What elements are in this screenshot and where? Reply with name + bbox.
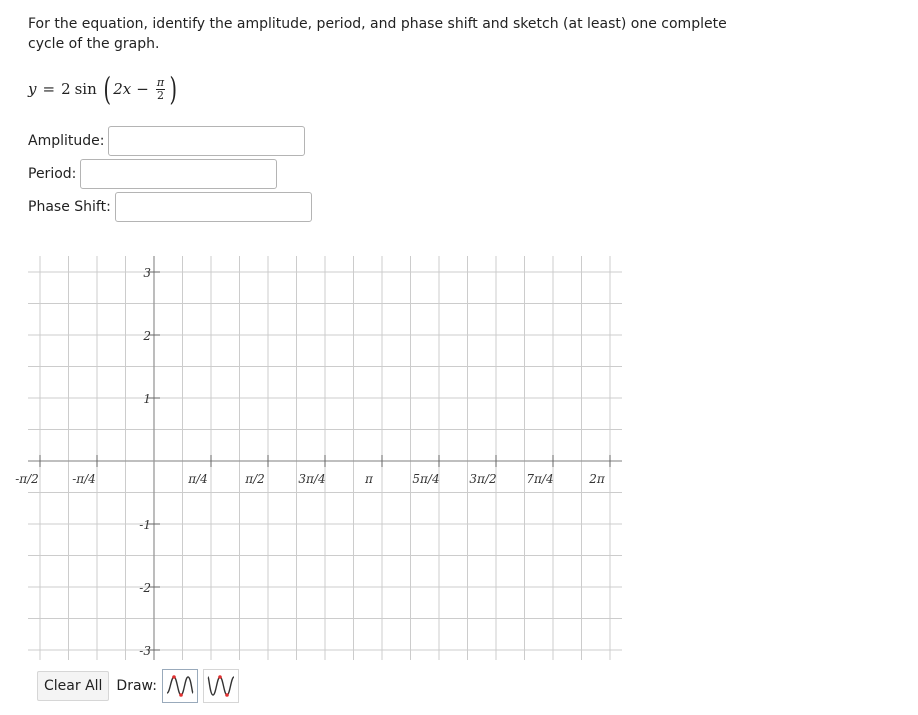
sine-wave-icon — [165, 673, 195, 699]
cosine-tool-button[interactable] — [203, 669, 239, 703]
close-paren: ) — [169, 70, 178, 108]
y-tick-label: 3 — [143, 266, 151, 280]
equation-function: sin — [74, 80, 97, 98]
x-tick-label: π/2 — [245, 472, 265, 486]
y-tick-label: -3 — [139, 644, 151, 658]
x-tick-label: 7π/4 — [526, 472, 554, 486]
question-text: For the equation, identify the amplitude, period, and phase shift and sketch (at least) one complete cycle of the graph. — [28, 16, 727, 52]
phase-shift-row — [28, 192, 312, 222]
equation-lhs: y — [28, 80, 37, 98]
fraction-numerator: π — [156, 75, 165, 89]
period-label: Period: — [28, 166, 77, 182]
x-tick-label: -π/4 — [72, 472, 96, 486]
amplitude-row — [28, 126, 305, 156]
minus-sign: − — [136, 80, 149, 98]
clear-all-button[interactable]: Clear All — [37, 671, 109, 701]
y-tick-label: 1 — [143, 392, 151, 406]
x-tick-label: 2π — [589, 472, 605, 486]
equation — [28, 72, 180, 106]
sine-tool-button[interactable] — [162, 669, 198, 703]
x-tick-label: π/4 — [188, 472, 208, 486]
y-tick-label: 2 — [143, 329, 151, 343]
x-tick-label: 3π/4 — [298, 472, 326, 486]
amplitude-label: Amplitude: — [28, 133, 105, 149]
y-tick-label: -2 — [139, 581, 151, 595]
x-tick-label: -π/2 — [15, 472, 39, 486]
open-paren: ( — [103, 70, 111, 108]
equation-coefficient: 2 — [61, 80, 71, 98]
x-tick-label: π — [365, 472, 373, 486]
phase-shift-label: Phase Shift: — [28, 199, 111, 215]
equation-fraction — [156, 77, 165, 102]
period-row — [28, 159, 277, 189]
cosine-wave-icon — [206, 673, 236, 699]
amplitude-input[interactable] — [108, 126, 305, 156]
graph-toolbar — [37, 669, 239, 703]
x-tick-label: 5π/4 — [412, 472, 440, 486]
equals-sign: = — [42, 80, 56, 98]
y-tick-label: -1 — [139, 518, 151, 532]
graph-canvas[interactable] — [0, 250, 640, 665]
draw-label: Draw: — [116, 678, 157, 694]
phase-shift-input[interactable] — [115, 192, 312, 222]
equation-inner-term: 2x — [113, 80, 132, 98]
period-input[interactable] — [80, 159, 277, 189]
x-tick-label: 3π/2 — [469, 472, 497, 486]
fraction-denominator: 2 — [156, 88, 164, 102]
